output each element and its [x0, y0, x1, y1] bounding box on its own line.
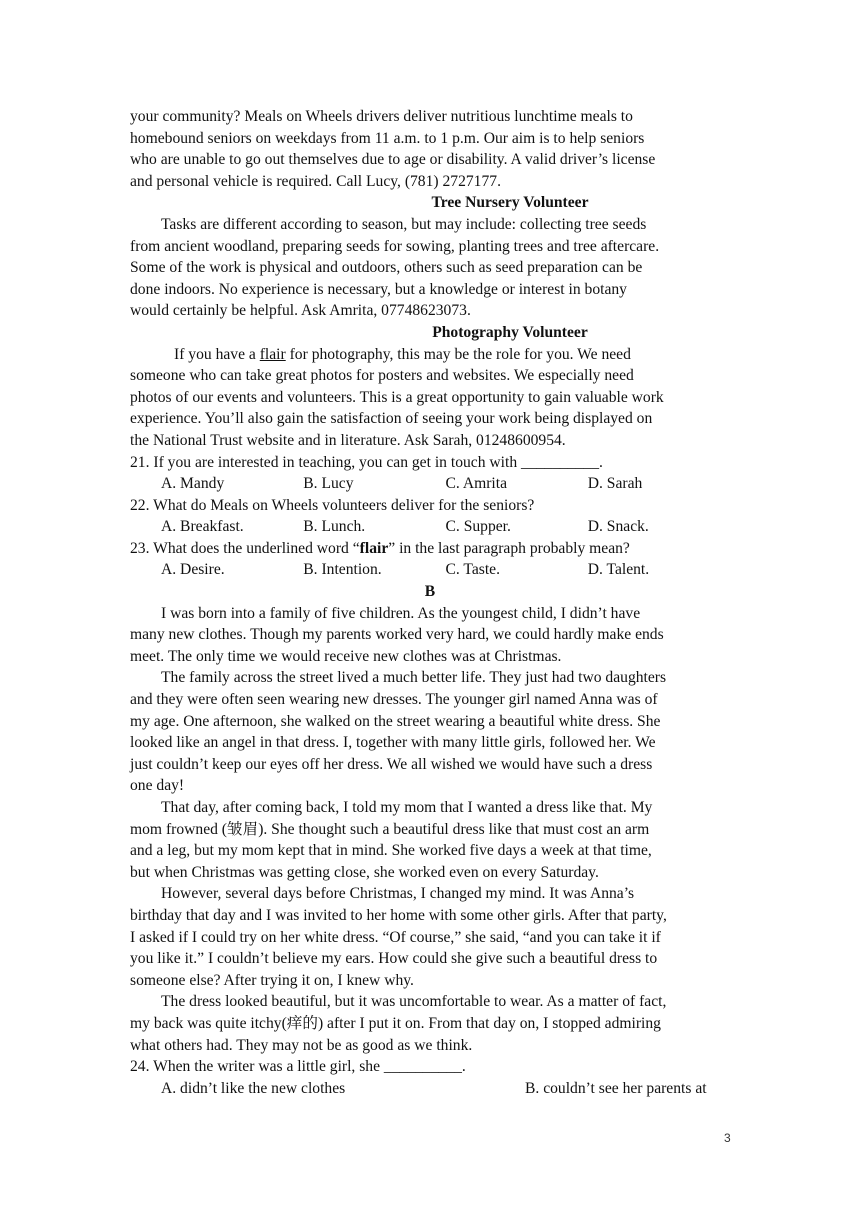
text-line: my age. One afternoon, she walked on the street wearing a beautiful white dress. She [130, 712, 661, 730]
text-line: and personal vehicle is required. Call Lucy, (781) 2727177. [130, 172, 501, 190]
text-line: That day, after coming back, I told my mom that I wanted a dress like that. My [161, 799, 653, 816]
text-line: photos of our events and volunteers. This is a great opportunity to gain valuable work [130, 388, 664, 406]
text-line [130, 344, 730, 366]
text-line: and a leg, but my mom kept that in mind. She worked five days a week at that time, [130, 842, 652, 860]
text-line: birthday that day and I was invited to her home with some other girls. After that party, [130, 906, 667, 924]
answer-options [130, 559, 730, 581]
underlined-word: flair [259, 345, 286, 363]
text-line: your community? Meals on Wheels drivers deliver nutritious lunchtime meals to [130, 108, 633, 125]
text-line: just couldn’t keep our eyes off her dress. We all wished we would have such a dress [130, 755, 653, 773]
text-line: but when Christmas was getting close, she worked even on every Saturday. [130, 863, 599, 881]
story-paragraph-3 [130, 797, 730, 883]
meals-paragraph [130, 106, 730, 192]
text-line: Tasks are different according to season, but may include: collecting tree seeds [161, 215, 647, 233]
text-line: experience. You’ll also gain the satisfaction of seeing your work being displayed on [130, 410, 653, 428]
text-line: someone who can take great photos for posters and websites. We especially need [130, 367, 634, 385]
answer-options [130, 473, 730, 495]
option-a: A. Mandy [161, 475, 225, 493]
text-segment: ” in the last paragraph probably mean? [388, 539, 630, 557]
option-b: B. couldn’t see her parents at [525, 1079, 707, 1097]
text-line: my back was quite itchy(痒的) after I put it on. From that day on, I stopped admiring [130, 1014, 661, 1032]
text-line: However, several days before Christmas, I changed my mind. It was Anna’s [161, 885, 635, 903]
option-d: D. Talent. [587, 561, 650, 579]
question-23 [130, 538, 730, 581]
bold-word: flair [359, 539, 389, 557]
text-segment: If you have a [174, 345, 260, 363]
text-line: I was born into a family of five children. As the youngest child, I didn’t have [161, 604, 641, 622]
option-d: D. Sarah [587, 475, 643, 493]
option-b: B. Lucy [303, 475, 354, 493]
question-21 [130, 452, 730, 495]
text-line: mom frowned (皱眉). She thought such a beautiful dress like that must cost an arm [130, 820, 650, 838]
text-line: Some of the work is physical and outdoors, others such as seed preparation can be [130, 259, 643, 277]
tree-nursery-paragraph [130, 214, 730, 322]
page-number: 3 [724, 1131, 731, 1145]
question-stem: 21. If you are interested in teaching, you can get in touch with __________. [130, 453, 603, 471]
text-line: the National Trust website and in literature. Ask Sarah, 01248600954. [130, 431, 566, 449]
text-line: from ancient woodland, preparing seeds for sowing, planting trees and tree aftercare. [130, 237, 660, 255]
photography-paragraph [130, 344, 730, 452]
option-b: B. Intention. [303, 561, 382, 579]
text-line: done indoors. No experience is necessary, but a knowledge or interest in botany [130, 280, 627, 298]
text-line: one day! [130, 777, 185, 795]
answer-options [130, 516, 730, 538]
text-line: homebound seniors on weekdays from 11 a.m. to 1 p.m. Our aim is to help seniors [130, 129, 645, 147]
question-stem: 24. When the writer was a little girl, she __________. [130, 1058, 466, 1076]
photography-heading: Photography Volunteer [432, 323, 588, 341]
text-line: and they were often seen wearing new dresses. The younger girl named Anna was of [130, 691, 658, 709]
text-line: I asked if I could try on her white dress. “Of course,” she said, “and you can take it if [130, 928, 661, 946]
question-stem [130, 538, 730, 560]
story-paragraph-1 [130, 603, 730, 668]
story-paragraph-4 [130, 883, 730, 991]
option-b: B. Lunch. [303, 518, 366, 536]
option-a: A. Desire. [161, 561, 225, 579]
text-line: many new clothes. Though my parents worked very hard, we could hardly make ends [130, 626, 664, 644]
story-paragraph-5 [130, 991, 730, 1056]
text-line: who are unable to go out themselves due to age or disability. A valid driver’s license [130, 151, 656, 169]
text-line: looked like an angel in that dress. I, together with many little girls, followed her. We [130, 734, 656, 752]
text-segment: for photography, this may be the role for you. We need [285, 345, 631, 363]
tree-nursery-heading: Tree Nursery Volunteer [431, 194, 589, 212]
option-c: C. Taste. [445, 561, 500, 579]
text-line: The dress looked beautiful, but it was uncomfortable to wear. As a matter of fact, [161, 993, 667, 1011]
option-a: A. Breakfast. [161, 518, 244, 536]
text-line: The family across the street lived a much better life. They just had two daughters [161, 669, 667, 687]
text-line: meet. The only time we would receive new clothes was at Christmas. [130, 647, 562, 665]
question-24 [130, 1056, 730, 1099]
text-line: you like it.” I couldn’t believe my ears. How could she give such a beautiful dress to [130, 950, 658, 968]
question-stem: 22. What do Meals on Wheels volunteers deliver for the seniors? [130, 496, 535, 514]
question-22 [130, 495, 730, 538]
text-line: what others had. They may not be as good as we think. [130, 1036, 473, 1054]
section-b-heading: B [424, 583, 436, 601]
text-line: someone else? After trying it on, I knew why. [130, 971, 414, 989]
option-c: C. Supper. [445, 518, 511, 536]
text-segment: 23. What does the underlined word “ [130, 539, 360, 557]
option-d: D. Snack. [587, 518, 649, 536]
text-line: would certainly be helpful. Ask Amrita, 07748623073. [130, 302, 471, 320]
story-paragraph-2 [130, 667, 730, 797]
answer-options [130, 1078, 730, 1100]
option-c: C. Amrita [445, 475, 508, 493]
option-a: A. didn’t like the new clothes [161, 1079, 346, 1097]
document-page [130, 106, 730, 1099]
